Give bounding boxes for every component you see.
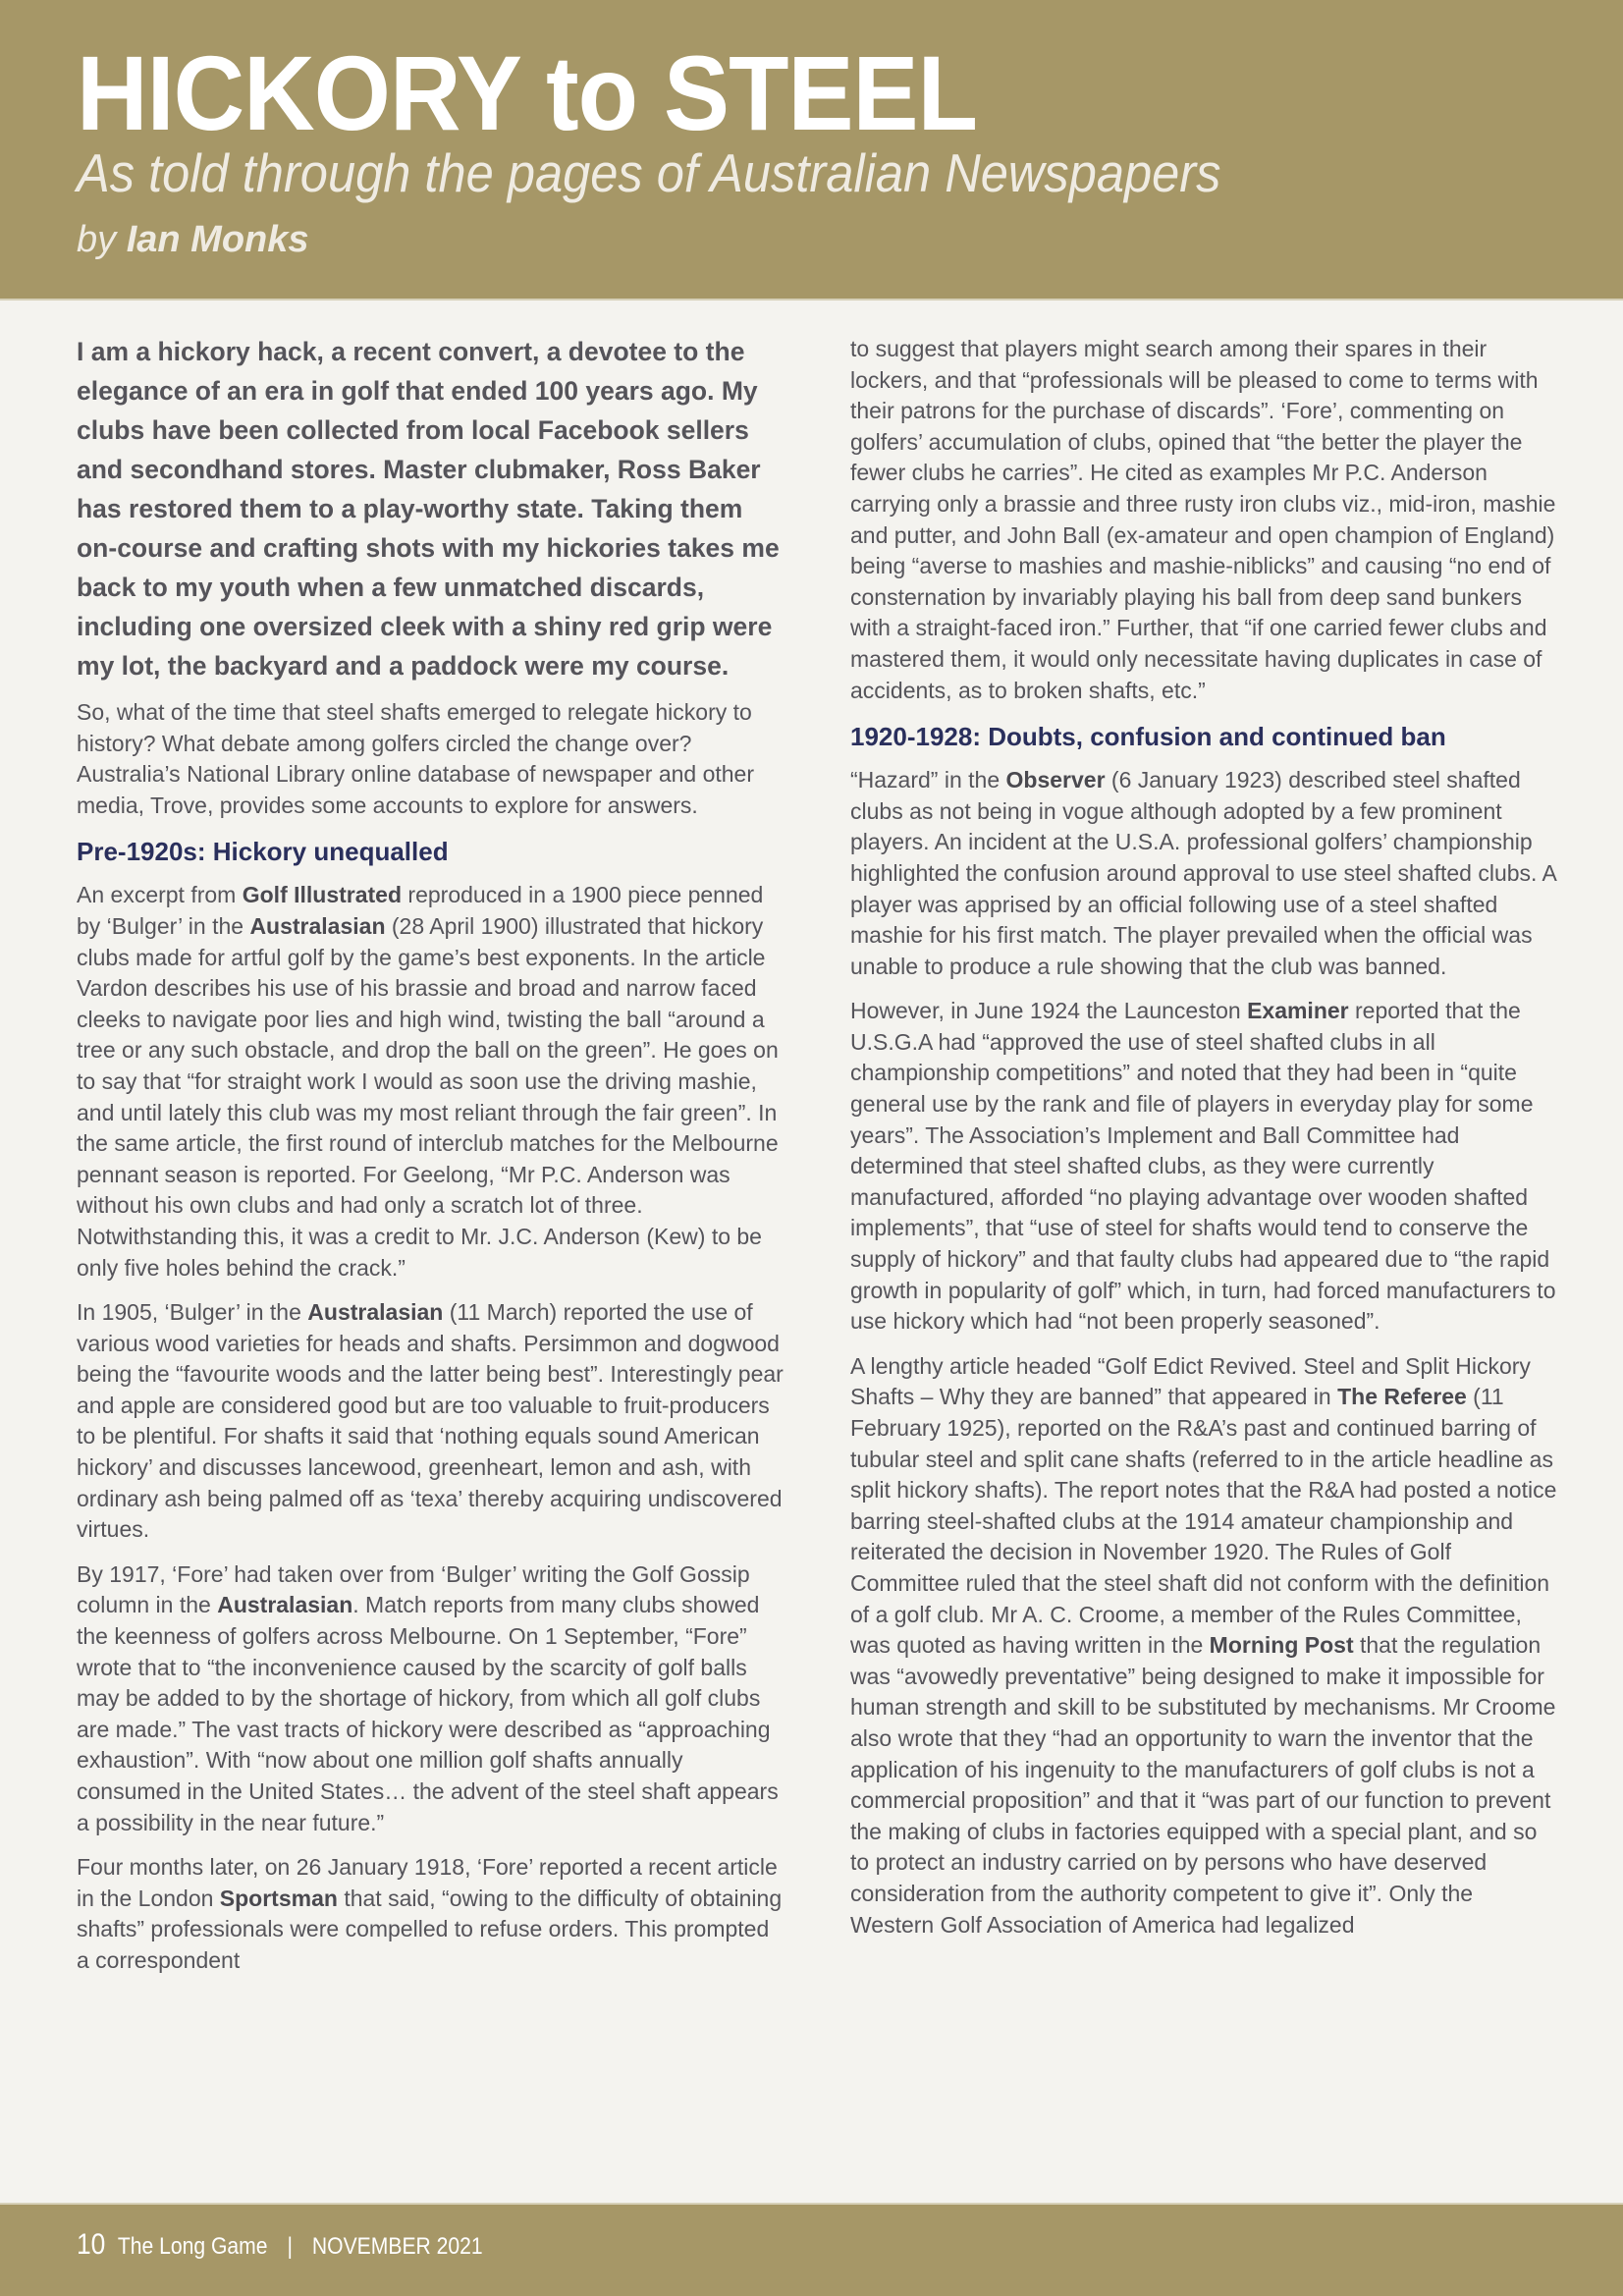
publication-name: Sportsman [219,1885,338,1911]
publication-title: The Long Game [117,2233,268,2260]
publication-name: Examiner [1247,998,1349,1024]
publication-name: Observer [1005,767,1106,793]
intro-paragraph: So, what of the time that steel shafts emerged to relegate hickory to history? What debate among golfers circled the change over? Australia’s National Library online database of newspaper and other media, Trove, provides some accounts to explore for answers. [77,699,755,818]
left-column [77,332,784,1991]
body-paragraph: Four months later, on 26 January 1918, ‘Fore’ reported a recent article in the London Sportsman that said, “owing to the difficulty of obtaining shafts” professionals were compelled to refuse orders. This prompted a correspondent [77,1854,783,1973]
body-paragraph: By 1917, ‘Fore’ had taken over from ‘Bulger’ writing the Golf Gossip column in the Australasian. Match reports from many clubs showed the keenness of golfers across Melbourne. On 1 September, “Fore” wrote that to “the inconvenience caused by the scarcity of golf balls may be added to by the shortage of hickory, from which all golf clubs are made.” The vast tracts of hickory were described as “approaching exhaustion”. With “now about one million golf shafts annually consumed in the United States… the advent of the steel shaft appears a possibility in the near future.” [77,1560,779,1835]
section-heading-pre-1920s: Pre-1920s: Hickory unequalled [77,837,449,867]
body-paragraph: A lengthy article headed “Golf Edict Revived. Steel and Split Hickory Shafts – Why they are banned” that appeared in The Referee (11 February 1925), reported on the R&A’s past and continued barring of tubular steel and split cane shafts (referred to in the article headline as split hickory shafts). The report notes that the R&A had posted a notice barring steel-shafted clubs at the 1914 amateur championship and reiterated the decision in November 1920. The Rules of Golf Committee ruled that the steel shaft did not conform with the definition of a golf club. Mr A. C. Croome, a member of the Rules Committee, was quoted as having written in the Morning Post that the regulation was “avowedly preventative” being designed to make it impossible for human strength and skill to be substituted by mechanisms. Mr Croome also wrote that they “had an opportunity to warn the inventor that the application of his ingenuity to the manufacturers of golf clubs is not a commercial proposition” and that it “was part of our function to prevent the making of clubs in factories equipped with a special plant, and so to protect an industry carried on by persons who have deserved consideration from the authority competent to give it”. Only the Western Golf Association of America had legalized [850,1352,1557,1938]
right-column [850,334,1559,1954]
publication-name: Morning Post [1209,1632,1354,1659]
body-paragraph: In 1905, ‘Bulger’ in the Australasian (11 March) reported the use of various wood varieties for heads and shafts. Persimmon and dogwood being the “favourite woods and the latter being best”. Interestingly pear and apple are considered good but are too valuable to fruit-producers to be plentiful. For shafts it said that ‘nothing equals sound American hickory’ and discusses lancewood, greenheart, lemon and ash, with ordinary ash being palmed off as ‘texa’ thereby acquiring undiscovered virtues. [77,1299,784,1543]
publication-name: Australasian [217,1592,353,1618]
footer-separator: | [287,2233,293,2260]
issue-date: NOVEMBER 2021 [311,2233,483,2260]
footer-text [77,2230,483,2262]
body-paragraph: to suggest that players might search among their spares in their lockers, and that “professionals will be pleased to come to terms with their patrons for the purchase of discards”. ‘Fore’, commenting on golfers’ accumulation of clubs, opined that “the better the player the fewer clubs he carries”. He cited as examples Mr P.C. Anderson carrying only a brassie and three rusty iron clubs viz., mid-iron, mashie and putter, and John Ball (ex-amateur and open champion of England) being “averse to mashies and mashie-niblicks” and causing “no end of consternation by invariably playing his ball from deep sand bunkers with a straight-faced iron.” Further, that “if one carried fewer clubs and mastered them, it would only necessitate having duplicates in case of accidents, as to broken shafts, etc.” [850,336,1556,703]
lead-paragraph: I am a hickory hack, a recent convert, a devotee to the elegance of an era in golf that ended 100 years ago. My clubs have been collected from local Facebook sellers and secondhand stores. Master clubmaker, Ross Baker has restored them to a play-worthy state. Taking them on-course and crafting shots with my hickories takes me back to my youth when a few unmatched discards, including one oversized cleek with a shiny red grip were my lot, the backyard and a paddock were my course. [77,337,780,681]
body-paragraph: “Hazard” in the Observer (6 January 1923) described steel shafted clubs as not being in vogue although adopted by a few prominent players. An incident at the U.S.A. professional golfers’ championship highlighted the confusion around approval to use steel shafted clubs. A player was apprised by an official following use of a steel shafted mashie for his first match. The player prevailed when the official was unable to produce a rule showing that the club was banned. [850,767,1556,979]
section-heading-1920-1928: 1920-1928: Doubts, confusion and continued ban [850,722,1446,752]
article-subtitle: As told through the pages of Australian Newspapers [77,142,1221,203]
page-number: 10 [77,2228,106,2261]
body-paragraph: An excerpt from Golf Illustrated reproduced in a 1900 piece penned by ‘Bulger’ in the Australasian (28 April 1900) illustrated that hickory clubs made for artful golf by the game’s best exponents. In the article Vardon describes his use of his brassie and broad and narrow faced cleeks to navigate poor lies and high wind, twisting the ball “around a tree or any such obstacle, and drop the ball on the green”. He goes on to say that “for straight work I would as soon use the driving mashie, and until lately this club was my most reliant through the fair green”. In the same article, the first round of interclub matches for the Melbourne pennant season is reported. For Geelong, “Mr P.C. Anderson was without his own clubs and had only a scratch lot of three. Notwithstanding this, it was a credit to Mr. J.C. Anderson (Kew) to be only five holes behind the crack.” [77,882,779,1281]
publication-name: The Referee [1337,1384,1467,1410]
byline-prefix: by [77,219,117,260]
publication-name: Australasian [249,912,386,939]
author-name: Ian Monks [126,219,309,260]
article-title: HICKORY to STEEL [77,33,978,152]
publication-name: Golf Illustrated [242,882,403,908]
byline [77,218,309,261]
page-footer [0,2203,1623,2296]
body-paragraph: However, in June 1924 the Launceston Examiner reported that the U.S.G.A had “approved the use of steel shafted clubs in all championship competitions” and noted that they had been in “quite general use by the rank and file of players in everyday play for some years”. The Association’s Implement and Ball Committee had determined that steel shafted clubs, as they were currently manufactured, afforded “no playing advantage over wooden shafted implements”, that “use of steel for shafts would tend to conserve the supply of hickory” and that faulty clubs had appeared due to “the rapid growth in popularity of golf” which, in turn, had forced manufacturers to use hickory which had “not been properly seasoned”. [850,998,1556,1335]
publication-name: Australasian [307,1299,444,1326]
article-header [0,0,1623,301]
